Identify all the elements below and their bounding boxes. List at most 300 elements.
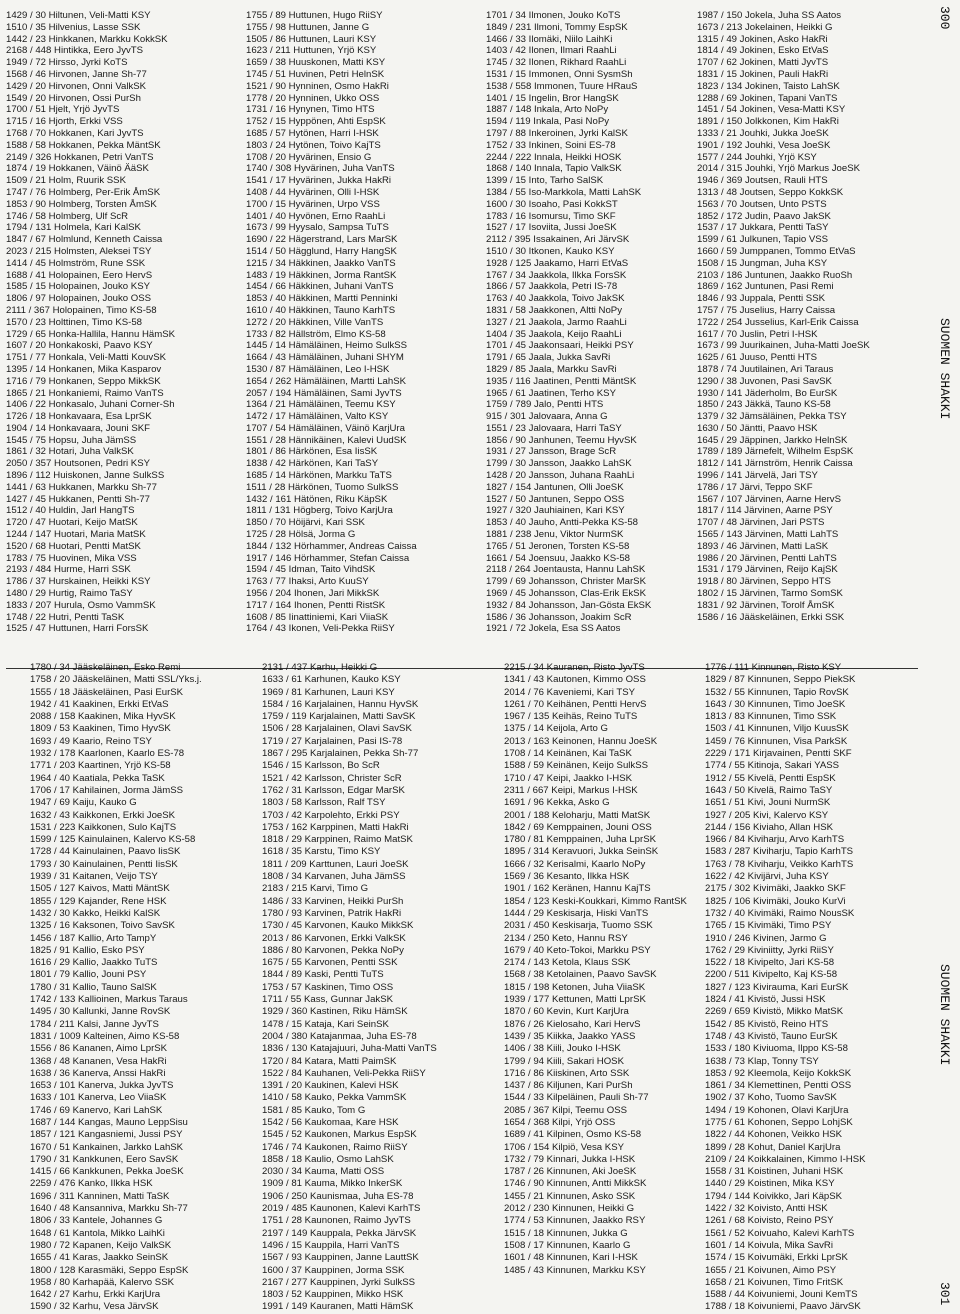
rating-entry: 1778 / 20 Hynninen, Ukko OSS	[246, 92, 380, 104]
rating-entry: 1691 / 96 Kekka, Asko G	[504, 797, 610, 809]
rating-entry: 1932 / 84 Johansson, Jan-Göstа EkSK	[486, 599, 652, 611]
rating-entry: 1732 / 40 Kivimäki, Raimo NousSK	[705, 907, 855, 919]
rating-entry: 1799 / 69 Johansson, Christer MarSK	[486, 576, 646, 588]
rating-entry: 1693 / 49 Kaario, Reino TSY	[30, 735, 152, 747]
rating-entry: 1406 / 38 Kiili, Jouko I-HSK	[504, 1043, 621, 1055]
rating-entry: 1428 / 20 Jansson, Juhana RaahLi	[486, 470, 635, 482]
rating-entry: 1935 / 116 Jaatinen, Pentti MäntSK	[486, 375, 637, 387]
rating-entry: 1586 / 36 Johansson, Joakim ScR	[486, 611, 632, 623]
rating-entry: 1659 / 38 Huuskonen, Matti KSY	[246, 57, 386, 69]
rating-entry: 1910 / 246 Kivinen, Jarmo G	[705, 932, 827, 944]
rating-entry: 1726 / 18 Honkavaara, Esa LprSK	[6, 411, 152, 423]
rating-entry: 1716 / 86 Kiiskinen, Arto SSK	[504, 1067, 630, 1079]
rating-entry: 1746 / 58 Holmberg, Ulf ScR	[6, 210, 129, 222]
rating-entry: 1429 / 20 Hirvonen, Onni ValkSK	[6, 80, 147, 92]
rating-entry: 2183 / 215 Karvi, Timo G	[262, 883, 369, 895]
rating-entry: 1748 / 22 Hutri, Pentti TaSK	[6, 611, 125, 623]
rating-entry: 1762 / 31 Karlsson, Edgar MarSK	[262, 784, 405, 796]
rating-entry: 1866 / 57 Jaakkola, Petri IS-78	[486, 281, 618, 293]
rating-entry: 1852 / 172 Judin, Paavo JakSK	[697, 210, 831, 222]
rating-entry: 1794 / 144 Koivikko, Jari KäpSK	[705, 1190, 843, 1202]
rating-entry: 1947 / 69 Kaiju, Kauko G	[30, 797, 137, 809]
rating-entry: 1745 / 32 Ilonen, Rikhard RaahLi	[486, 57, 627, 69]
rating-entry: 1496 / 15 Kauppila, Harri VanTS	[262, 1239, 400, 1251]
rating-entry: 1670 / 51 Kankainen, Jarkko LahSK	[30, 1141, 184, 1153]
rating-entry: 1803 / 52 Kauppinen, Mikko HSK	[262, 1289, 404, 1301]
rating-entry: 1401 / 15 Ingelin, Bror HangSK	[486, 92, 619, 104]
rating-entry: 1509 / 21 Holm, Ruurik SSK	[6, 175, 126, 187]
rating-entry: 1764 / 43 Ikonen, Veli-Pekka RiiSY	[246, 623, 395, 635]
rating-entry: 1454 / 66 Häkkinen, Juhani VanTS	[246, 281, 394, 293]
bottom-rating-block	[0, 662, 960, 1312]
rating-entry: 1432 / 30 Kakko, Heikki KalSK	[30, 907, 161, 919]
rating-entry: 1958 / 80 Karhapää, Kalervo SSK	[30, 1276, 175, 1288]
rating-entry: 1459 / 76 Kinnunen, Visa ParkSK	[705, 735, 848, 747]
rating-entry: 2200 / 511 Kivipelto, Kaj KS-58	[705, 969, 838, 981]
rating-entry: 2050 / 357 Houtsonen, Pedri KSY	[6, 458, 151, 470]
rating-entry: 1965 / 61 Jaatinen, Terho KSY	[486, 387, 616, 399]
rating-entry: 1408 / 44 Hyvärinen, Olli I-HSK	[246, 186, 380, 198]
rating-entry: 2012 / 230 Kinnunen, Heikki G	[504, 1203, 635, 1215]
rating-entry: 1565 / 143 Järvinen, Matti LahTS	[697, 529, 839, 541]
rating-entry: 1261 / 68 Koivisto, Reino PSY	[705, 1215, 834, 1227]
rating-entry: 1261 / 70 Keihänen, Pentti HervS	[504, 698, 647, 710]
rating-entry: 1801 / 79 Kallio, Jouni PSY	[30, 969, 147, 981]
rating-entry: 1655 / 41 Karas, Jaakko SeinSK	[30, 1252, 169, 1264]
rating-entry: 1946 / 369 Joutsen, Rauli HTS	[697, 175, 828, 187]
rating-entry: 1868 / 140 Innala, Tapio ValkSK	[486, 163, 622, 175]
rating-entry: 1706 / 154 Kilpiö, Vesa KSY	[504, 1141, 625, 1153]
rating-entry: 1853 / 40 Häkkinen, Martti Penninki	[246, 293, 398, 305]
rating-entry: 1740 / 308 Hyvärinen, Juha VanTS	[246, 163, 395, 175]
rating-entry: 1861 / 34 Klemettinen, Pentti OSS	[705, 1080, 852, 1092]
rating-entry: 1703 / 42 Karpolehto, Erkki PSY	[262, 809, 400, 821]
rating-entry: 1618 / 35 Karstu, Timo KSY	[262, 846, 381, 858]
rating-entry: 1780 / 34 Jääskeläinen, Esko Remi	[30, 662, 181, 673]
rating-entry: 1752 / 15 Hyppönen, Ahti EspSK	[246, 116, 386, 128]
rating-entry: 1833 / 207 Hurula, Osmo VammSK	[6, 599, 156, 611]
rating-entry: 1594 / 119 Inkala, Pasi NoPy	[486, 116, 610, 128]
rating-entry: 1584 / 16 Karjalainen, Hannu HyvSK	[262, 698, 419, 710]
rating-entry: 1442 / 23 Hinkkanen, Markku KokkSK	[6, 33, 168, 45]
rating-entry: 2144 / 156 Kiviaho, Allan HSK	[705, 821, 834, 833]
rating-entry: 1927 / 320 Jauhiainen, Kari KSY	[486, 505, 625, 517]
rating-entry: 1531 / 179 Järvinen, Reijo KajSK	[697, 564, 838, 576]
rating-entry: 1780 / 31 Kallio, Tauno SalSK	[30, 981, 157, 993]
rating-entry: 1574 / 15 Koivumäki, Erkki LprSK	[705, 1252, 848, 1264]
rating-entry: 2109 / 24 Koikkalainen, Kimmo I-HSK	[705, 1153, 866, 1165]
rating-entry: 1895 / 314 Keravuori, Jukka SeinSK	[504, 846, 659, 858]
rating-entry: 1794 / 131 Holmela, Kari KalSK	[6, 222, 141, 234]
rating-entry: 1594 / 45 Idman, Taito VihdSK	[246, 564, 376, 576]
rating-entry: 1814 / 49 Jokinen, Esko EtVaS	[697, 45, 829, 57]
rating-entry: 1642 / 27 Karhu, Erkki KarjUra	[30, 1289, 161, 1301]
rating-entry: 1765 / 51 Jeronen, Torsten KS-58	[486, 540, 630, 552]
rating-entry: 1688 / 41 Holopainen, Eero HervS	[6, 269, 153, 281]
rating-entry: 1561 / 52 Koivuaho, Kalevi KarhTS	[705, 1227, 855, 1239]
rating-entry: 1395 / 14 Honkanen, Mika Kasparov	[6, 363, 162, 375]
rating-entry: 1505 / 86 Huttunen, Lauri KSY	[246, 33, 377, 45]
rating-entry: 1586 / 16 Jääskeläinen, Erkki SSK	[697, 611, 845, 623]
rating-entry: 1842 / 69 Kemppainen, Jouni OSS	[504, 821, 652, 833]
rating-entry: 1803 / 24 Hytönen, Toivo KajTS	[246, 139, 381, 151]
rating-entry: 1790 / 31 Kankkunen, Eero SavSK	[30, 1153, 179, 1165]
rating-entry: 1753 / 162 Karppinen, Matti HakRi	[262, 821, 409, 833]
rating-entry: 1707 / 48 Järvinen, Jari PSTS	[697, 517, 825, 529]
rating-entry: 2193 / 484 Hurme, Harri SSK	[6, 564, 131, 576]
rating-entry: 1986 / 20 Järvinen, Pentti LahTS	[697, 552, 837, 564]
top-column-2	[246, 10, 482, 635]
rating-entry: 1838 / 42 Härkönen, Kari TaSY	[246, 458, 379, 470]
rating-entry: 1856 / 90 Janhunen, Teemu HyvSK	[486, 434, 637, 446]
rating-entry: 1797 / 88 Inkeroinen, Jyrki KalSK	[486, 127, 628, 139]
bottom-column-1	[30, 662, 262, 1314]
rating-entry: 2167 / 277 Kauppinen, Jyrki SulkSS	[262, 1276, 416, 1288]
rating-entry: 1717 / 164 Ihonen, Pentti RistSK	[246, 599, 386, 611]
rating-entry: 1456 / 187 Kallio, Arto TampY	[30, 932, 157, 944]
rating-entry: 2259 / 476 Kanko, Ilkka HSK	[30, 1178, 153, 1190]
rating-entry: 1876 / 26 Kielosaho, Kari HervS	[504, 1018, 641, 1030]
rating-entry: 1861 / 32 Hotari, Juha ValkSK	[6, 446, 134, 458]
rating-entry: 1527 / 17 Isoviita, Jussi JoeSK	[486, 222, 617, 234]
bottom-column-4	[705, 662, 925, 1314]
rating-entry: 1751 / 28 Kaunonen, Raimo JyvTS	[262, 1215, 411, 1227]
rating-entry: 1599 / 125 Kainulainen, Kalervo KS-58	[30, 834, 196, 846]
rating-entry: 1824 / 41 Kivistö, Jussi HSK	[705, 994, 826, 1006]
rating-entry: 1630 / 50 Jäntti, Paavo HSK	[697, 422, 818, 434]
rating-entry: 1583 / 287 Kiviharju, Tapio KarhTS	[705, 846, 854, 858]
rating-entry: 1679 / 40 Keto-Tokoi, Markku PSY	[504, 944, 651, 956]
rating-entry: 1545 / 75 Hopsu, Juha JämSS	[6, 434, 137, 446]
rating-entry: 1730 / 45 Karvonen, Kauko MikkSK	[262, 920, 414, 932]
rating-entry: 1503 / 41 Kinnunen, Viljo KuusSK	[705, 723, 849, 735]
rating-entry: 1567 / 93 Kauppinen, Janne LauttSK	[262, 1252, 419, 1264]
rating-entry: 1600 / 30 Isoaho, Pasi KokkST	[486, 198, 618, 210]
rating-entry: 1800 / 128 Karasmäki, Seppo EspSK	[30, 1264, 189, 1276]
rating-entry: 1817 / 114 Järvinen, Aarne PSY	[697, 505, 833, 517]
rating-entry: 1658 / 21 Koivunen, Timo FritSK	[705, 1276, 844, 1288]
rating-entry: 1751 / 77 Honkala, Veli-Matti KouvSK	[6, 352, 166, 364]
rating-entry: 1707 / 62 Jokinen, Matti JyvTS	[697, 57, 829, 69]
rating-entry: 1901 / 162 Keränen, Hannu KajTS	[504, 883, 651, 895]
rating-entry: 1588 / 44 Koivuniemi, Jouni KemTS	[705, 1289, 858, 1301]
rating-entry: 1747 / 76 Holmberg, Per-Erik ÅmSK	[6, 186, 161, 198]
rating-entry: 2085 / 367 Kilpi, Teemu OSS	[504, 1104, 628, 1116]
rating-entry: 1815 / 198 Ketonen, Juha ViiaSK	[504, 981, 646, 993]
rating-entry: 1616 / 29 Kallio, Jaakko TuTS	[30, 957, 158, 969]
rating-entry: 1853 / 40 Jauho, Antti-Pekka KS-58	[486, 517, 639, 529]
rating-entry: 1567 / 107 Järvinen, Aarne HervS	[697, 493, 841, 505]
rating-entry: 1719 / 27 Karjalainen, Pasi IS-78	[262, 735, 403, 747]
rating-entry: 1522 / 84 Kauhanen, Veli-Pekka RiiSY	[262, 1067, 426, 1079]
rating-entry: 1533 / 180 Kiviuoma, Ilppo KS-58	[705, 1043, 848, 1055]
rating-entry: 1865 / 21 Honkaniemi, Raimo VanTS	[6, 387, 164, 399]
rating-entry: 2168 / 448 Hintikka, Eero JyvTS	[6, 45, 144, 57]
rating-entry: 1728 / 44 Kainulainen, Paavo IisSK	[30, 846, 181, 858]
rating-entry: 1969 / 81 Karhunen, Lauri KSY	[262, 686, 395, 698]
rating-entry: 1967 / 135 Keihäs, Reino TuTS	[504, 711, 638, 723]
rating-entry: 1478 / 15 Kataja, Kari SeinSK	[262, 1018, 389, 1030]
rating-entry	[504, 1277, 736, 1289]
rating-entry: 1987 / 150 Jokela, Juha SS Aatos	[697, 10, 842, 21]
rating-entry: 1415 / 66 Kankkunen, Pekka JoeSK	[30, 1166, 184, 1178]
rating-entry: 1762 / 29 Kiviniitty, Jyrki RiiSY	[705, 944, 834, 956]
rating-entry: 1272 / 20 Häkkinen, Ville VanTS	[246, 316, 384, 328]
rating-entry: 1812 / 141 Järnström, Henrik Caissa	[697, 458, 853, 470]
rating-entry: 1991 / 149 Kauranen, Matti HämSK	[262, 1301, 414, 1313]
rating-entry: 1654 / 368 Kilpi, Yrjö OSS	[504, 1116, 616, 1128]
rating-entry: 1525 / 47 Huttunen, Harri ForsSK	[6, 623, 149, 635]
rating-entry: 1808 / 34 Karvanen, Juha JämSS	[262, 871, 406, 883]
rating-entry: 2014 / 76 Kaveniemi, Kari TSY	[504, 686, 636, 698]
rating-entry: 1901 / 192 Jouhki, Vesa JoeSK	[697, 139, 831, 151]
rating-entry: 1827 / 123 Kivirauma, Kari EurSK	[705, 981, 849, 993]
rating-entry: 2134 / 250 Keto, Hannu RSY	[504, 932, 628, 944]
rating-entry: 2004 / 380 Katajanmaa, Juha ES-78	[262, 1030, 417, 1042]
rating-entry: 1506 / 28 Karjalainen, Olavi SavSK	[262, 723, 412, 735]
rating-entry: 1215 / 34 Häkkinen, Jaakko VanTS	[246, 257, 396, 269]
rating-entry: 1787 / 26 Kinnunen, Aki JoeSK	[504, 1166, 637, 1178]
rating-entry: 1466 / 33 Ilomäki, Niilo LaihKi	[486, 33, 613, 45]
rating-entry: 1784 / 211 Kalsi, Janne JyvTS	[30, 1018, 159, 1030]
rating-entry: 1711 / 55 Kass, Gunnar JakSK	[262, 994, 394, 1006]
rating-entry: 1850 / 243 Jäkkä, Tauno KS-58	[697, 399, 831, 411]
rating-entry: 1716 / 79 Honkanen, Seppo MikkSK	[6, 375, 161, 387]
rating-entry: 1809 / 53 Kaakinen, Timo HyvSK	[30, 723, 171, 735]
rating-entry: 1414 / 45 Holmström, Rune SSK	[6, 257, 146, 269]
rating-entry: 1472 / 17 Hämäläinen, Valto KSY	[246, 411, 389, 423]
rating-entry: 1545 / 52 Kaukonen, Markus EspSK	[262, 1129, 417, 1141]
rating-entry: 2103 / 186 Juntunen, Jaakko RuoSh	[697, 269, 853, 281]
rating-entry: 1918 / 80 Järvinen, Seppo HTS	[697, 576, 831, 588]
rating-entry: 2175 / 302 Kivimäki, Jaakko SKF	[705, 883, 846, 895]
rating-entry: 1729 / 65 Honka-Hallila, Hannu HämSK	[6, 328, 176, 340]
rating-entry: 1325 / 16 Kaksonen, Toivo SavSK	[30, 920, 175, 932]
top-column-4	[697, 10, 922, 623]
rating-entry: 1706 / 17 Kahilainen, Jorma JämSS	[30, 784, 184, 796]
rating-entry: 1510 / 35 Hilvenius, Lasse SSK	[6, 21, 141, 33]
rating-entry: 1643 / 30 Kinnunen, Timo JoeSK	[705, 698, 846, 710]
rating-entry: 1643 / 50 Kivelä, Raimo TaSY	[705, 784, 833, 796]
rating-entry: 1757 / 75 Juselius, Harry Caissa	[697, 304, 836, 316]
rating-entry: 1673 / 99 Juurikainen, Juha-Matti JoeSK	[697, 340, 870, 352]
rating-entry: 1532 / 55 Kinnunen, Tapio RovSK	[705, 686, 849, 698]
rating-entry: 2014 / 315 Jouhki, Yrjö Markus JoeSK	[697, 163, 861, 175]
rating-entry: 2215 / 34 Kauranen, Risto JyvTS	[504, 662, 645, 673]
rating-entry: 1783 / 16 Isomursu, Timo SKF	[486, 210, 616, 222]
rating-entry: 1495 / 30 Kallunki, Janne RovSK	[30, 1006, 171, 1018]
rating-entry: 1742 / 133 Kallioinen, Markus Taraus	[30, 994, 188, 1006]
rating-entry: 1881 / 238 Jenu, Viktor NurmSK	[486, 529, 624, 541]
rating-entry: 1673 / 213 Jokelainen, Heikki G	[697, 21, 833, 33]
rating-entry: 1780 / 93 Karvinen, Patrik HakRi	[262, 907, 402, 919]
rating-entry: 1966 / 84 Kiviharju, Arvo KarhTS	[705, 834, 845, 846]
rating-entry: 1531 / 223 Kaikkonen, Sulo KajTS	[30, 821, 177, 833]
rating-entry: 1551 / 23 Jalovaara, Harri TaSY	[486, 422, 622, 434]
rating-entry: 1854 / 123 Keski-Koukkari, Kimmo RantSK	[504, 895, 687, 907]
rating-entry: 1929 / 360 Kastinen, Riku HämSK	[262, 1006, 408, 1018]
rating-entry: 1617 / 70 Juslin, Petri I-HSK	[697, 328, 818, 340]
rating-entry: 1577 / 244 Jouhki, Yrjö KSY	[697, 151, 817, 163]
rating-entry: 1932 / 178 Kaarlonen, Kaarlo ES-78	[30, 748, 185, 760]
rating-entry: 1836 / 130 Katajajuuri, Juha-Matti VanTS	[262, 1043, 437, 1055]
rating-entry: 1638 / 73 Klap, Tonny TSY	[705, 1055, 819, 1067]
rating-entry: 1410 / 58 Kauko, Pekka VammSK	[262, 1092, 407, 1104]
rating-entry: 1708 / 20 Hyvärinen, Ensio G	[246, 151, 372, 163]
rating-entry: 1555 / 18 Jääskeläinen, Pasi EurSK	[30, 686, 184, 698]
side-label-top: SUOMEN SHAKKI	[937, 318, 952, 420]
rating-entry: 1701 / 45 Jaakonsaari, Heikki PSY	[486, 340, 634, 352]
rating-entry: 1707 / 54 Hämäläinen, Väinö KarjUra	[246, 422, 405, 434]
rating-entry: 1783 / 75 Huovinen, Mika VSS	[6, 552, 137, 564]
rating-entry: 1401 / 40 Hyvönen, Erno RaahLi	[246, 210, 386, 222]
rating-entry: 1939 / 177 Kettunen, Matti LprSK	[504, 994, 646, 1006]
rating-entry: 1556 / 86 Kananen, Aimo LprSK	[30, 1043, 168, 1055]
rating-entry: 1811 / 209 Karttunen, Lauri JoeSK	[262, 858, 409, 870]
rating-entry: 1710 / 47 Keipi, Jaakko I-HSK	[504, 772, 632, 784]
rating-entry: 1969 / 45 Johansson, Clas-Erik EkSK	[486, 588, 646, 600]
rating-entry: 1857 / 121 Kangasniemi, Jussi PSY	[30, 1129, 183, 1141]
rating-entry: 1675 / 55 Karvonen, Pentti SSK	[262, 957, 398, 969]
rating-entry: 1722 / 254 Jusselius, Karl-Erik Caissa	[697, 316, 859, 328]
rating-entry: 1315 / 49 Jokinen, Asko HakRi	[697, 33, 828, 45]
rating-entry: 1850 / 70 Höijärvi, Kari SSK	[246, 517, 365, 529]
rating-entry: 1746 / 69 Kanervo, Kari LahSK	[30, 1104, 163, 1116]
rating-entry: 2131 / 437 Karhu, Heikki G	[262, 662, 378, 673]
rating-entry: 1541 / 17 Hyvärinen, Jukka HakRi	[246, 175, 392, 187]
rating-entry: 1811 / 131 Högberg, Toivo KarjUra	[246, 505, 393, 517]
rating-entry: 1505 / 127 Kaivos, Matti MäntSK	[30, 883, 170, 895]
rating-entry: 1847 / 67 Holmlund, Kenneth Caissa	[6, 234, 163, 246]
rating-entry: 1432 / 161 Hätönen, Riku KäpSK	[246, 493, 388, 505]
rating-entry: 1515 / 18 Kinnunen, Jukka G	[504, 1227, 628, 1239]
rating-entry: 1831 / 1009 Kalteinen, Aimo KS-58	[30, 1030, 180, 1042]
rating-entry: 2229 / 171 Kirjavainen, Pentti SKF	[705, 748, 852, 760]
rating-entry: 1440 / 29 Koistinen, Mika KSY	[705, 1178, 835, 1190]
rating-entry: 1758 / 20 Jääskeläinen, Matti SSL/Yks.j.	[30, 674, 202, 686]
rating-entry: 1886 / 80 Karvonen, Pekka NoPy	[262, 944, 404, 956]
rating-entry: 2311 / 667 Keipi, Markus I-HSK	[504, 784, 638, 796]
rating-entry: 1655 / 21 Koivunen, Aimo PSY	[705, 1264, 837, 1276]
rating-entry: 1610 / 40 Häkkinen, Tauno KarhTS	[246, 304, 396, 316]
rating-entry	[504, 1289, 736, 1301]
rating-entry: 1391 / 20 Kaukinen, Kalevi HSK	[262, 1080, 399, 1092]
rating-entry: 1429 / 30 Hiltunen, Veli-Matti KSY	[6, 10, 151, 21]
rating-entry: 1290 / 38 Juvonen, Pasi SavSK	[697, 375, 832, 387]
rating-entry: 1514 / 50 Hägglund, Harry HangSK	[246, 245, 397, 257]
rating-entry: 1720 / 47 Huotari, Keijo MatSK	[6, 517, 138, 529]
rating-entry: 1508 / 17 Kinnunen, Kaarlo G	[504, 1239, 631, 1251]
rating-entry: 1651 / 51 Kivi, Jouni NurmSK	[705, 797, 831, 809]
rating-entry: 1422 / 32 Koivisto, Antti HSK	[705, 1203, 828, 1215]
rating-entry: 1585 / 15 Holopainen, Jouko KSY	[6, 281, 151, 293]
rating-entry: 1902 / 37 Koho, Tuomo SavSK	[705, 1092, 837, 1104]
rating-entry: 1964 / 40 Kaatiala, Pekka TaSK	[30, 772, 165, 784]
rating-entry: 1546 / 15 Karlsson, Bo ScR	[262, 760, 380, 772]
rating-entry: 1288 / 69 Jokinen, Tapani VanTS	[697, 92, 838, 104]
rating-entry: 1512 / 40 Huldin, Jarl HangTS	[6, 505, 135, 517]
rating-entry: 1588 / 59 Keinänen, Keijo SulkSS	[504, 760, 649, 772]
rating-entry: 1327 / 21 Jaakola, Jarmo RaahLi	[486, 316, 627, 328]
rating-entry: 1521 / 90 Hynninen, Osmo HakRi	[246, 80, 389, 92]
rating-entry: 2030 / 34 Kauma, Matti OSS	[262, 1166, 385, 1178]
rating-entry: 1774 / 55 Kitinoja, Sakari YASS	[705, 760, 840, 772]
rating-entry: 1802 / 15 Järvinen, Tarmo SomSK	[697, 588, 843, 600]
rating-entry: 2149 / 326 Hokkanen, Petri VanTS	[6, 151, 154, 163]
rating-entry: 1511 / 28 Härkönen, Tuomo SulkSS	[246, 481, 399, 493]
rating-entry: 1333 / 21 Jouhki, Jukka JoeSK	[697, 127, 829, 139]
rating-entry: 1379 / 32 Jämsäläinen, Pekka TSY	[697, 411, 847, 423]
rating-entry: 1831 / 58 Jaakkonen, Altti NoPy	[486, 304, 622, 316]
rating-entry: 1375 / 14 Keijola, Arto G	[504, 723, 608, 735]
rating-entry: 1768 / 70 Hokkanen, Kari JyvTS	[6, 127, 144, 139]
rating-entry: 1980 / 72 Kapanen, Keijo ValkSK	[30, 1239, 172, 1251]
rating-entry: 1825 / 91 Kallio, Esko PSY	[30, 944, 145, 956]
rating-entry: 1368 / 48 Kananen, Vesa HakRi	[30, 1055, 167, 1067]
rating-entry: 1825 / 106 Kivimäki, Jouko KurVi	[705, 895, 846, 907]
rating-entry: 1451 / 54 Jokinen, Vesa-Matti KSY	[697, 104, 846, 116]
rating-entry: 1399 / 15 Into, Tarho SalSK	[486, 175, 604, 187]
rating-entry: 1763 / 78 Kiviharju, Veikko KarhTS	[705, 858, 854, 870]
rating-entry: 2019 / 485 Kaunonen, Kalevi KarhTS	[262, 1203, 421, 1215]
rating-entry: 1891 / 150 Jolkkonen, Kim HakRi	[697, 116, 839, 128]
rating-entry: 1853 / 92 Kleemola, Keijo KokkSK	[705, 1067, 852, 1079]
rating-entry: 1590 / 32 Karhu, Vesa JärvSK	[30, 1301, 159, 1313]
rating-entry: 1786 / 17 Järvi, Teppo SKF	[697, 481, 813, 493]
bottom-column-2	[262, 662, 502, 1314]
rating-entry: 1786 / 37 Hurskainen, Heikki KSY	[6, 576, 151, 588]
rating-entry: 1622 / 42 Kivijärvi, Juha KSY	[705, 871, 829, 883]
rating-entry: 1542 / 85 Kivistö, Reino HTS	[705, 1018, 829, 1030]
rating-entry: 1831 / 15 Jokinen, Pauli HakRi	[697, 68, 829, 80]
page-number-top: 300	[937, 6, 952, 30]
rating-entry: 1921 / 72 Jokela, Esa SS Aatos	[486, 623, 621, 635]
rating-entry: 1893 / 46 Järvinen, Matti LaSK	[697, 540, 829, 552]
rating-entry: 1494 / 19 Kohonen, Olavi KarjUra	[705, 1104, 849, 1116]
rating-entry: 1823 / 134 Jokinen, Taisto LahSK	[697, 80, 840, 92]
rating-entry: 1607 / 20 Honkakoski, Paavo KSY	[6, 340, 153, 352]
rating-entry: 1700 / 51 Hjelt, Yrjö JyvTS	[6, 104, 120, 116]
rating-entry: 1867 / 295 Karjalainen, Pekka Sh-77	[262, 748, 419, 760]
rating-entry	[504, 1301, 736, 1313]
rating-entry: 1544 / 33 Kilpeläinen, Pauli Sh-77	[504, 1092, 649, 1104]
rating-entry: 1822 / 44 Kohonen, Veikko HSK	[705, 1129, 843, 1141]
rating-entry: 1601 / 14 Koivula, Mika SavRi	[705, 1239, 833, 1251]
rating-entry: 1767 / 34 Jaakkola, Ilkka ForsSK	[486, 269, 627, 281]
rating-entry: 1687 / 144 Kangas, Mauno LeppSisu	[30, 1116, 188, 1128]
rating-entry: 1568 / 46 Hirvonen, Janne Sh-77	[6, 68, 147, 80]
rating-entry: 1829 / 85 Jaala, Markku SavRi	[486, 363, 617, 375]
rating-entry: 1685 / 57 Hytönen, Harri I-HSK	[246, 127, 379, 139]
rating-entry: 1793 / 30 Kainulainen, Pentti IisSK	[30, 858, 178, 870]
rating-entry: 1527 / 50 Jantunen, Seppo OSS	[486, 493, 625, 505]
rating-entry: 1608 / 85 Iinattiniemi, Kari ViiaSK	[246, 611, 389, 623]
rating-entry: 1569 / 36 Kesanto, Ilkka HSK	[504, 871, 630, 883]
rating-entry: 1732 / 79 Kinnari, Jukka I-HSK	[504, 1153, 636, 1165]
rating-entry: 1759 / 789 Jalo, Pentti HTS	[486, 399, 604, 411]
rating-entry: 1878 / 74 Juutilainen, Ari Taraus	[697, 363, 834, 375]
rating-entry: 1755 / 89 Huttunen, Hugo RiiSY	[246, 10, 383, 21]
rating-entry: 2057 / 194 Hämäläinen, Sami JyvTS	[246, 387, 402, 399]
rating-entry: 1588 / 58 Hokkanen, Pekka MäntSK	[6, 139, 161, 151]
rating-entry: 1844 / 89 Kaski, Pentti TuTS	[262, 969, 384, 981]
rating-entry: 1341 / 43 Kautonen, Kimmo OSS	[504, 674, 646, 686]
rating-entry: 1771 / 203 Kaartinen, Yrjö KS-58	[30, 760, 171, 772]
rating-entry: 1480 / 29 Hurtig, Raimo TaSY	[6, 588, 133, 600]
rating-entry: 1638 / 36 Kanerva, Anssi HakRi	[30, 1067, 166, 1079]
rating-entry: 2111 / 367 Holopainen, Timo KS-58	[6, 304, 157, 316]
rating-entry: 1931 / 27 Jansson, Brage ScR	[486, 446, 617, 458]
